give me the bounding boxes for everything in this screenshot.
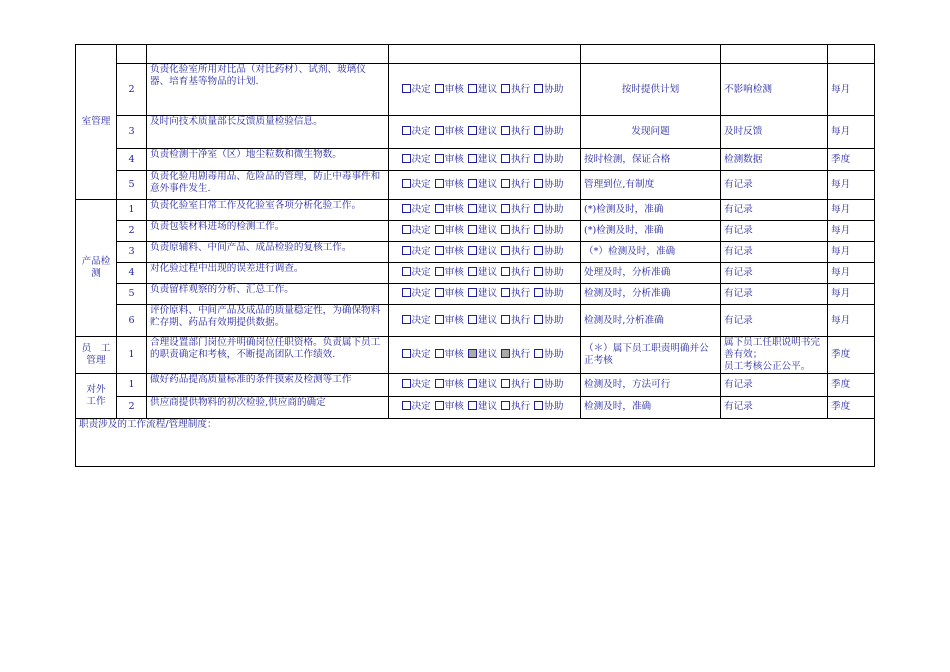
table-row [76, 200, 875, 221]
checkbox-icon[interactable] [468, 288, 477, 297]
row-number: 1 [117, 200, 147, 221]
authority-option[interactable] [468, 126, 497, 137]
evidence: 有记录 [721, 171, 828, 200]
frequency: 季度 [828, 149, 875, 171]
checkbox-icon[interactable] [468, 126, 477, 135]
authority-option-label: 执行 [511, 288, 531, 299]
authority-option[interactable] [534, 179, 563, 190]
checkbox-icon[interactable] [534, 204, 543, 213]
authority-option[interactable] [402, 379, 431, 390]
authority-option[interactable] [468, 246, 497, 257]
table-row [76, 263, 875, 284]
authority-option-label: 决定 [411, 179, 431, 190]
authority-option-label: 协助 [544, 179, 564, 190]
checkbox-icon[interactable] [534, 379, 543, 388]
authority-option-label: 审核 [444, 83, 464, 95]
frequency: 每月 [828, 200, 875, 221]
authority-option-label: 执行 [511, 225, 531, 236]
authority-option[interactable] [402, 267, 431, 278]
performance-standard: (*)检测及时，准确 [581, 221, 721, 242]
checkbox-icon[interactable] [402, 246, 411, 255]
frequency: 季度 [828, 337, 875, 374]
checkbox-icon[interactable] [501, 179, 510, 188]
checkbox-icon[interactable] [468, 267, 477, 276]
authority-option[interactable] [534, 288, 563, 299]
authority-option[interactable] [468, 267, 497, 278]
checkbox-icon[interactable] [402, 349, 411, 358]
row-number: 4 [117, 263, 147, 284]
authority-option-label: 决定 [411, 267, 431, 278]
evidence: 检测数据 [721, 149, 828, 171]
authority-option-label: 协助 [544, 267, 564, 278]
authority-option-label: 协助 [544, 225, 564, 236]
group-cell-ext: 对外 工作 [76, 373, 117, 418]
authority-options [389, 116, 581, 149]
table-row [76, 149, 875, 171]
authority-option-label: 决定 [411, 378, 431, 390]
duty-description: 及时向技术质量部长反馈质量检验信息。 [147, 116, 389, 149]
authority-options [389, 149, 581, 171]
authority-option-label: 协助 [544, 204, 564, 215]
authority-option-label: 审核 [444, 314, 464, 326]
authority-option[interactable] [468, 154, 497, 165]
authority-option-label: 执行 [511, 204, 531, 215]
authority-option-label: 决定 [411, 83, 431, 95]
authority-option[interactable] [534, 267, 563, 278]
authority-option[interactable] [534, 225, 563, 236]
performance-standard: 管理到位,有制度 [581, 171, 721, 200]
performance-standard: 发现问题 [581, 116, 721, 149]
checkbox-icon[interactable] [435, 246, 444, 255]
frequency: 每月 [828, 263, 875, 284]
authority-option-label: 执行 [511, 401, 531, 413]
authority-option-label: 审核 [444, 288, 464, 299]
checkbox-icon[interactable] [534, 154, 543, 163]
authority-option-label: 建议 [477, 126, 498, 137]
authority-option[interactable] [501, 126, 530, 137]
authority-option[interactable] [501, 179, 530, 190]
checkbox-icon[interactable] [534, 179, 543, 188]
checkbox-icon[interactable] [468, 179, 477, 188]
authority-option[interactable] [534, 401, 563, 412]
authority-options [389, 263, 581, 284]
authority-option[interactable] [501, 315, 530, 326]
checkbox-icon[interactable] [501, 315, 510, 324]
checkbox-icon[interactable] [501, 349, 510, 358]
authority-option-label: 协助 [544, 378, 564, 390]
checkbox-icon[interactable] [435, 126, 444, 135]
checkbox-icon[interactable] [468, 315, 477, 324]
authority-option-label: 执行 [511, 83, 531, 95]
table-row [76, 242, 875, 263]
checkbox-icon[interactable] [435, 84, 444, 93]
checkbox-icon[interactable] [468, 349, 477, 358]
authority-options [389, 396, 581, 418]
authority-option[interactable] [534, 379, 563, 390]
row-number: 1 [117, 337, 147, 374]
authority-options [389, 242, 581, 263]
authority-option[interactable] [501, 154, 530, 165]
authority-option[interactable] [435, 267, 464, 278]
checkbox-icon[interactable] [468, 225, 477, 234]
frequency: 季度 [828, 373, 875, 396]
authority-option[interactable] [435, 126, 464, 137]
authority-option[interactable] [435, 246, 464, 257]
table-row [76, 373, 875, 396]
checkbox-icon[interactable] [402, 154, 411, 163]
authority-option[interactable] [468, 84, 497, 95]
authority-options [389, 200, 581, 221]
table-row [76, 116, 875, 149]
frequency: 每月 [828, 116, 875, 149]
authority-option[interactable] [468, 288, 497, 299]
evidence: 及时反馈 [721, 116, 828, 149]
authority-option[interactable] [501, 84, 530, 95]
duty-description: 对化验过程中出现的误差进行调查。 [147, 263, 389, 284]
authority-option-label: 建议 [477, 401, 498, 413]
checkbox-icon[interactable] [468, 246, 477, 255]
table-row [76, 171, 875, 200]
authority-option[interactable] [435, 225, 464, 236]
authority-option-label: 建议 [477, 288, 498, 299]
authority-option-label: 审核 [444, 153, 464, 165]
duty-description: 负责化验室所用对比品（对比药材）、试剂、玻璃仪器、培育基等物品的计划. [147, 64, 389, 116]
authority-option-label: 决定 [411, 348, 431, 360]
performance-standard: 处理及时，分析准确 [581, 263, 721, 284]
authority-option-label: 建议 [477, 378, 498, 390]
checkbox-icon[interactable] [501, 154, 510, 163]
performance-standard: 按时提供计划 [581, 64, 721, 116]
checkbox-icon[interactable] [501, 204, 510, 213]
checkbox-icon[interactable] [435, 179, 444, 188]
authority-option-label: 建议 [477, 348, 498, 360]
duty-description: 负责化验用剧毒用品、危险品的管理，防止中毒事件和意外事件发生. [147, 171, 389, 200]
group-cell-staff: 员 工 管理 [76, 337, 117, 374]
row-number: 3 [117, 116, 147, 149]
checkbox-icon[interactable] [534, 84, 543, 93]
row-number: 2 [117, 396, 147, 418]
authority-option-label: 建议 [477, 267, 498, 278]
checkbox-icon[interactable] [435, 379, 444, 388]
authority-option[interactable] [501, 288, 530, 299]
duty-description: 评价原料、中间产品及成品的质量稳定性，为确保物料贮存期、药品有效期提供数据。 [147, 305, 389, 337]
checkbox-icon[interactable] [402, 379, 411, 388]
authority-options [389, 337, 581, 374]
authority-option[interactable] [435, 401, 464, 412]
performance-standard: （*）检测及时，准确 [581, 242, 721, 263]
authority-option-label: 审核 [444, 378, 464, 390]
authority-option-label: 建议 [477, 246, 498, 257]
authority-option[interactable] [435, 315, 464, 326]
authority-option[interactable] [534, 204, 563, 215]
authority-option[interactable] [534, 126, 563, 137]
authority-option[interactable] [534, 349, 563, 360]
authority-option-label: 建议 [477, 225, 498, 236]
checkbox-icon[interactable] [435, 315, 444, 324]
checkbox-icon[interactable] [534, 267, 543, 276]
footer-process-label: 职责涉及的工作流程/管理制度： [76, 418, 875, 466]
table-row [76, 305, 875, 337]
authority-option-label: 决定 [411, 204, 431, 215]
authority-option[interactable] [402, 154, 431, 165]
authority-option-label: 决定 [411, 126, 431, 137]
authority-option[interactable] [468, 315, 497, 326]
duty-description: 供应商提供物料的初次检验,供应商的确定 [147, 396, 389, 418]
checkbox-icon[interactable] [534, 315, 543, 324]
authority-option-label: 执行 [511, 153, 531, 165]
checkbox-icon[interactable] [402, 225, 411, 234]
authority-option-label: 建议 [477, 314, 498, 326]
performance-standard: （＊）属下员工职责明确并公正考核 [581, 337, 721, 374]
authority-option-label: 审核 [444, 126, 464, 137]
checkbox-icon[interactable] [534, 225, 543, 234]
authority-option[interactable] [402, 315, 431, 326]
authority-option-label: 审核 [444, 401, 464, 413]
authority-option-label: 建议 [477, 83, 498, 95]
authority-option[interactable] [435, 179, 464, 190]
evidence: 有记录 [721, 373, 828, 396]
row-number: 3 [117, 242, 147, 263]
authority-option[interactable] [534, 154, 563, 165]
authority-option-label: 审核 [444, 348, 464, 360]
table-row [76, 337, 875, 374]
authority-option-label: 建议 [477, 153, 498, 165]
checkbox-icon[interactable] [402, 84, 411, 93]
authority-option[interactable] [435, 349, 464, 360]
checkbox-icon[interactable] [435, 288, 444, 297]
row-number: 2 [117, 64, 147, 116]
authority-option-label: 审核 [444, 246, 464, 257]
authority-option-label: 决定 [411, 246, 431, 257]
authority-option-label: 协助 [544, 126, 564, 137]
checkbox-icon[interactable] [435, 349, 444, 358]
checkbox-icon[interactable] [435, 204, 444, 213]
authority-options [389, 305, 581, 337]
frequency: 每月 [828, 284, 875, 305]
performance-standard: 按时检测，保证合格 [581, 149, 721, 171]
duty-description: 负责原辅料、中间产品、成品检验的复核工作。 [147, 242, 389, 263]
row-number: 5 [117, 284, 147, 305]
duty-table [75, 44, 875, 467]
evidence: 有记录 [721, 284, 828, 305]
checkbox-icon[interactable] [435, 154, 444, 163]
authority-option[interactable] [501, 401, 530, 412]
checkbox-icon[interactable] [501, 379, 510, 388]
authority-option[interactable] [468, 401, 497, 412]
row-number: 1 [117, 373, 147, 396]
evidence: 属下员工任职说明书完善有效； 员工考核公正公平。 [721, 337, 828, 374]
authority-option-label: 决定 [411, 153, 431, 165]
row-number: 2 [117, 221, 147, 242]
authority-option-label: 协助 [544, 246, 564, 257]
frequency: 每月 [828, 242, 875, 263]
checkbox-icon[interactable] [402, 267, 411, 276]
authority-option[interactable] [435, 84, 464, 95]
authority-option-label: 审核 [444, 267, 464, 278]
performance-standard: 检测及时，准确 [581, 396, 721, 418]
blank-header-row [76, 45, 875, 64]
authority-option[interactable] [468, 179, 497, 190]
authority-option[interactable] [534, 315, 563, 326]
authority-options [389, 64, 581, 116]
checkbox-icon[interactable] [468, 204, 477, 213]
table-row [76, 284, 875, 305]
checkbox-icon[interactable] [435, 267, 444, 276]
footer-row [76, 418, 875, 466]
checkbox-icon[interactable] [402, 204, 411, 213]
authority-option-label: 协助 [544, 401, 564, 413]
duty-description: 负责留样观察的分析、汇总工作。 [147, 284, 389, 305]
checkbox-icon[interactable] [501, 225, 510, 234]
duty-description: 做好药品提高质量标准的条件摸索及检测等工作 [147, 373, 389, 396]
evidence: 有记录 [721, 396, 828, 418]
evidence: 有记录 [721, 263, 828, 284]
checkbox-icon[interactable] [534, 126, 543, 135]
evidence: 有记录 [721, 242, 828, 263]
authority-option[interactable] [501, 225, 530, 236]
checkbox-icon[interactable] [501, 84, 510, 93]
duty-description: 负责化验室日常工作及化验室各项分析化验工作。 [147, 200, 389, 221]
authority-option[interactable] [402, 126, 431, 137]
authority-option[interactable] [534, 246, 563, 257]
frequency: 每月 [828, 171, 875, 200]
table-row [76, 396, 875, 418]
checkbox-icon[interactable] [402, 126, 411, 135]
checkbox-icon[interactable] [435, 225, 444, 234]
authority-option[interactable] [501, 246, 530, 257]
authority-option[interactable] [501, 267, 530, 278]
authority-option[interactable] [501, 379, 530, 390]
checkbox-icon[interactable] [534, 349, 543, 358]
checkbox-icon[interactable] [468, 154, 477, 163]
group-cell-lab: 室管理 [76, 45, 117, 200]
authority-option[interactable] [402, 349, 431, 360]
performance-standard: 检测及时，分析准确 [581, 284, 721, 305]
authority-option-label: 协助 [544, 348, 564, 360]
authority-option[interactable] [501, 204, 530, 215]
row-number: 4 [117, 149, 147, 171]
authority-option[interactable] [435, 288, 464, 299]
checkbox-icon[interactable] [468, 84, 477, 93]
authority-option[interactable] [402, 401, 431, 412]
authority-option[interactable] [402, 288, 431, 299]
checkbox-icon[interactable] [435, 401, 444, 410]
authority-option[interactable] [534, 84, 563, 95]
checkbox-icon[interactable] [402, 401, 411, 410]
row-number: 5 [117, 171, 147, 200]
authority-option-label: 审核 [444, 179, 464, 190]
evidence: 不影响检测 [721, 64, 828, 116]
authority-option[interactable] [402, 204, 431, 215]
checkbox-icon[interactable] [468, 401, 477, 410]
authority-option[interactable] [435, 154, 464, 165]
frequency: 每月 [828, 305, 875, 337]
evidence: 有记录 [721, 221, 828, 242]
authority-option-label: 协助 [544, 288, 564, 299]
authority-option[interactable] [402, 225, 431, 236]
authority-options [389, 284, 581, 305]
authority-option-label: 建议 [477, 179, 498, 190]
authority-option-label: 协助 [544, 153, 564, 165]
table-row [76, 221, 875, 242]
authority-option[interactable] [402, 179, 431, 190]
checkbox-icon[interactable] [468, 379, 477, 388]
row-number: 6 [117, 305, 147, 337]
checkbox-icon[interactable] [501, 267, 510, 276]
authority-option[interactable] [435, 379, 464, 390]
checkbox-icon[interactable] [534, 401, 543, 410]
authority-option[interactable] [468, 204, 497, 215]
authority-option-label: 执行 [511, 126, 531, 137]
frequency: 季度 [828, 396, 875, 418]
duty-description: 负责包装材料进场的检测工作。 [147, 221, 389, 242]
authority-option-label: 决定 [411, 288, 431, 299]
duty-description: 负责检测干净室（区）地尘粒数和微生物数。 [147, 149, 389, 171]
authority-option-label: 协助 [544, 314, 564, 326]
checkbox-icon[interactable] [534, 288, 543, 297]
performance-standard: (*)检测及时，准确 [581, 200, 721, 221]
authority-option-label: 审核 [444, 225, 464, 236]
authority-option[interactable] [468, 379, 497, 390]
authority-option[interactable] [402, 246, 431, 257]
checkbox-icon[interactable] [402, 288, 411, 297]
frequency: 每月 [828, 64, 875, 116]
authority-option-label: 决定 [411, 225, 431, 236]
authority-options [389, 221, 581, 242]
checkbox-icon[interactable] [501, 288, 510, 297]
authority-option-label: 执行 [511, 378, 531, 390]
group-cell-prod: 产品检测 [76, 200, 117, 337]
table-row [76, 64, 875, 116]
authority-option[interactable] [468, 349, 497, 360]
authority-option[interactable] [468, 225, 497, 236]
authority-option-label: 执行 [511, 179, 531, 190]
duty-description: 合理设置部门岗位并明确岗位任职资格。负责属下员工的职责确定和考核，不断提高团队工作绩效. [147, 337, 389, 374]
authority-option-label: 建议 [477, 204, 498, 215]
authority-option-label: 决定 [411, 401, 431, 413]
frequency: 每月 [828, 221, 875, 242]
authority-option-label: 执行 [511, 348, 531, 360]
evidence: 有记录 [721, 305, 828, 337]
authority-option-label: 执行 [511, 246, 531, 257]
checkbox-icon[interactable] [402, 315, 411, 324]
authority-option[interactable] [402, 84, 431, 95]
authority-option-label: 协助 [544, 83, 564, 95]
authority-option-label: 审核 [444, 204, 464, 215]
authority-options [389, 373, 581, 396]
checkbox-icon[interactable] [534, 246, 543, 255]
authority-option[interactable] [501, 349, 530, 360]
authority-options [389, 171, 581, 200]
performance-standard: 检测及时，方法可行 [581, 373, 721, 396]
checkbox-icon[interactable] [501, 246, 510, 255]
checkbox-icon[interactable] [501, 401, 510, 410]
authority-option[interactable] [435, 204, 464, 215]
checkbox-icon[interactable] [402, 179, 411, 188]
authority-option-label: 执行 [511, 267, 531, 278]
performance-standard: 检测及时,分析准确 [581, 305, 721, 337]
evidence: 有记录 [721, 200, 828, 221]
authority-option-label: 决定 [411, 314, 431, 326]
authority-option-label: 执行 [511, 314, 531, 326]
checkbox-icon[interactable] [501, 126, 510, 135]
